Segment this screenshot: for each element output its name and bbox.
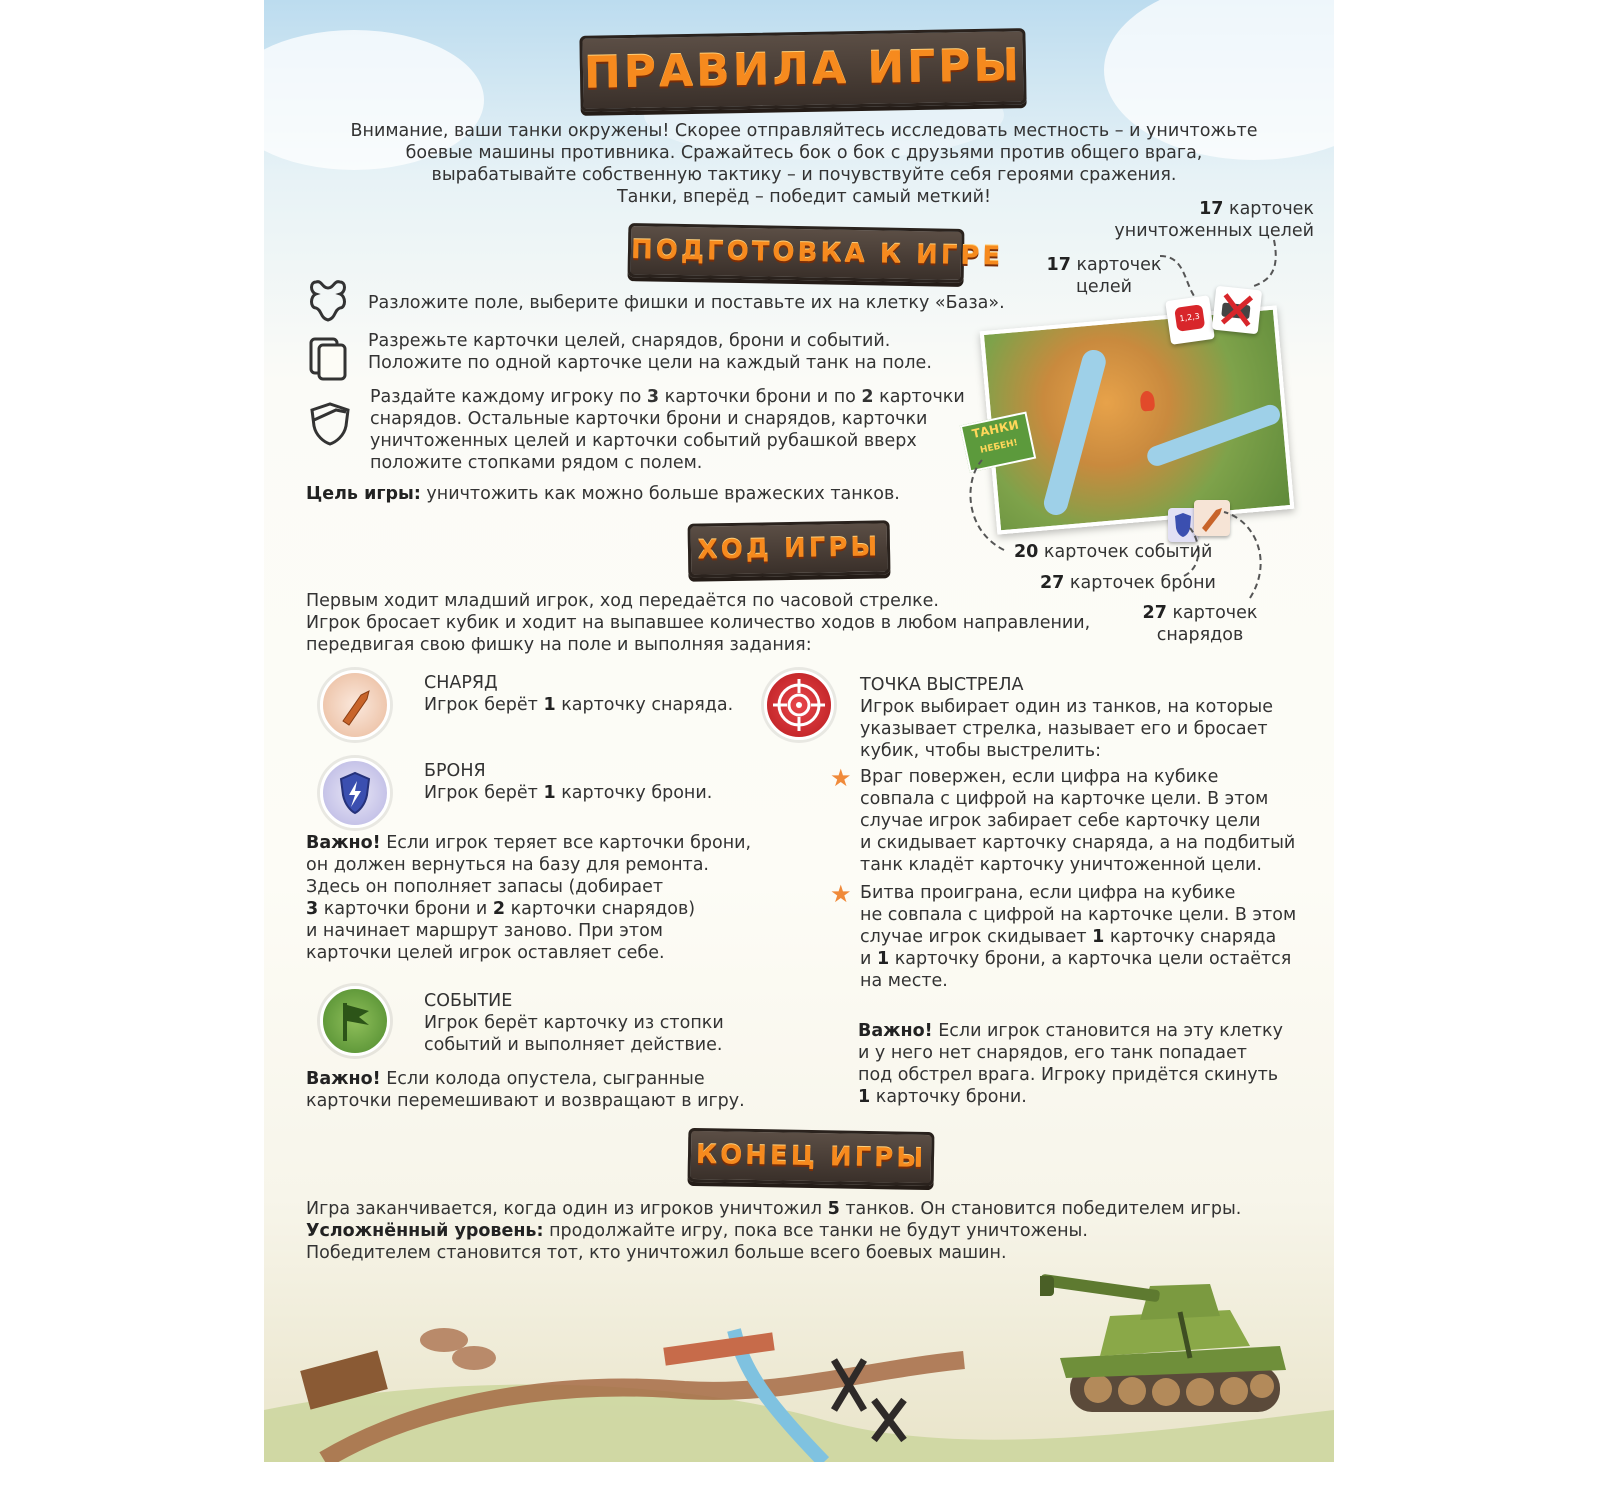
goal-text: уничтожить как можно больше вражеских танков.	[420, 484, 900, 504]
intro-text	[324, 120, 1284, 208]
target-cell-icon	[764, 670, 834, 740]
intro-line: Танки, вперёд – победит самый меткий!	[616, 187, 992, 207]
end-banner	[688, 1128, 935, 1186]
callout-armor: 27 карточек брони	[1040, 573, 1216, 593]
end-rule: Игра заканчивается, когда один из игроков уничтожил 5 танков. Он становится победителем игры. Усложнённый уровень: продолжайте игру, пока все танки не будут уничтожены. Победителем становится тот, кто уничтожил больше всего боевых машин.	[306, 1199, 1242, 1263]
callout-arrows	[954, 210, 1334, 630]
armor-cell-icon	[320, 758, 390, 828]
shell-cell-icon	[320, 670, 390, 740]
prep-step-1: Разложите поле, выберите фишки и поставьте их на клетку «База».	[368, 293, 1005, 313]
shield-icon	[306, 400, 354, 446]
target-card-label: 1,2,3	[1174, 304, 1205, 332]
star-icon: ★	[830, 764, 852, 792]
event-rule: СОБЫТИЕ Игрок берёт карточку из стопки событий и выполняет действие.	[424, 990, 764, 1056]
event-cell-icon	[320, 986, 390, 1056]
important-deck-note: Важно! Если колода опустела, сыгранные карточки перемешивают и возвращают в игру.	[306, 1069, 745, 1111]
shell-rule: СНАРЯД Игрок берёт 1 карточку снаряда.	[424, 672, 764, 716]
field-icon	[308, 278, 348, 324]
event-title: СОБЫТИЕ	[424, 991, 513, 1011]
game-logo: ТАНКИ НЕБЕН!	[960, 411, 1036, 472]
turn-banner	[688, 520, 891, 578]
star-icon: ★	[830, 880, 852, 908]
end-heading: КОНЕЦ ИГРЫ	[695, 1139, 927, 1175]
game-goal	[306, 483, 1006, 505]
intro-line: Внимание, ваши танки окружены! Скорее отправляйтесь исследовать местность – и уничтожьте	[350, 121, 1258, 141]
shot-rule: ТОЧКА ВЫСТРЕЛА Игрок выбирает один из танков, на которые указывает стрелка, называет его и бросает кубик, чтобы выстрелить:	[860, 674, 1300, 762]
callout-events: 20 карточек событий	[1014, 542, 1213, 562]
callout-destroyed: 17 карточек уничтоженных целей	[1114, 199, 1314, 241]
intro-line: боевые машины противника. Сражайтесь бок о бок с друзьями против общего врага,	[405, 143, 1203, 163]
shell-title: СНАРЯД	[424, 673, 498, 693]
important-armor-note: Важно! Если игрок теряет все карточки брони, он должен вернуться на базу для ремонта. Здесь он пополняет запасы (добирает 3 карточки брони и 2 карточки снарядов) и начинает маршрут заново. При этом карточки целей игрок оставляет себе.	[306, 833, 752, 963]
turn-heading: ХОД ИГРЫ	[697, 532, 881, 566]
armor-title: БРОНЯ	[424, 761, 486, 781]
prep-step-3: Раздайте каждому игроку по 3 карточки брони и по 2 карточки снарядов. Остальные карточки брони и снарядов, карточки уничтоженных целей и карточки событий рубашкой вверх положите стопками рядом с полем.	[370, 387, 965, 473]
armor-rule: БРОНЯ Игрок берёт 1 карточку брони.	[424, 760, 764, 804]
shot-lose-rule: Битва проиграна, если цифра на кубике не совпала с цифрой на карточке цели. В этом случае игрок скидывает 1 карточку снаряда и 1 карточку брони, а карточка цели остаётся на месте.	[860, 883, 1297, 991]
prep-heading: ПОДГОТОВКА К ИГРЕ	[630, 235, 1004, 272]
hard-level-label: Усложнённый уровень:	[306, 1221, 544, 1241]
intro-line: вырабатывайте собственную тактику – и почувствуйте себя героями сражения.	[431, 165, 1177, 185]
callout-targets: 17 карточек целей	[1046, 255, 1162, 297]
important-shot-note: Важно! Если игрок становится на эту клетку и у него нет снарядов, его танк попадает под обстрел врага. Игроку придётся скинуть 1 карточку брони.	[858, 1021, 1283, 1107]
tank-illustration	[1040, 1246, 1300, 1436]
turn-intro: Первым ходит младший игрок, ход передаётся по часовой стрелке. Игрок бросает кубик и ходит на выпавшее количество ходов в любом направлении, передвигая свою фишку на поле и выполняя задания:	[306, 591, 1091, 655]
cards-icon	[308, 336, 348, 382]
shot-win-rule: Враг повержен, если цифра на кубике совпала с цифрой на карточке цели. В этом случае игрок забирает себе карточку цели и скидывает карточку снаряда, а на подбитый танк кладёт карточку уничтоженной цели.	[860, 767, 1296, 875]
callout-shells: 27 карточек снарядов	[1142, 603, 1258, 645]
page-title: ПРАВИЛА ИГРЫ	[583, 40, 1023, 99]
goal-label: Цель игры:	[306, 484, 421, 504]
prep-banner	[628, 223, 1004, 283]
rules-sheet	[264, 0, 1334, 1462]
prep-step-2-line: Положите по одной карточке цели на каждый танк на поле.	[368, 353, 932, 373]
prep-step-2	[368, 330, 988, 374]
prep-step-2-line: Разрежьте карточки целей, снарядов, брони и событий.	[368, 331, 891, 351]
shot-title: ТОЧКА ВЫСТРЕЛА	[860, 675, 1024, 695]
title-banner	[579, 28, 1026, 112]
